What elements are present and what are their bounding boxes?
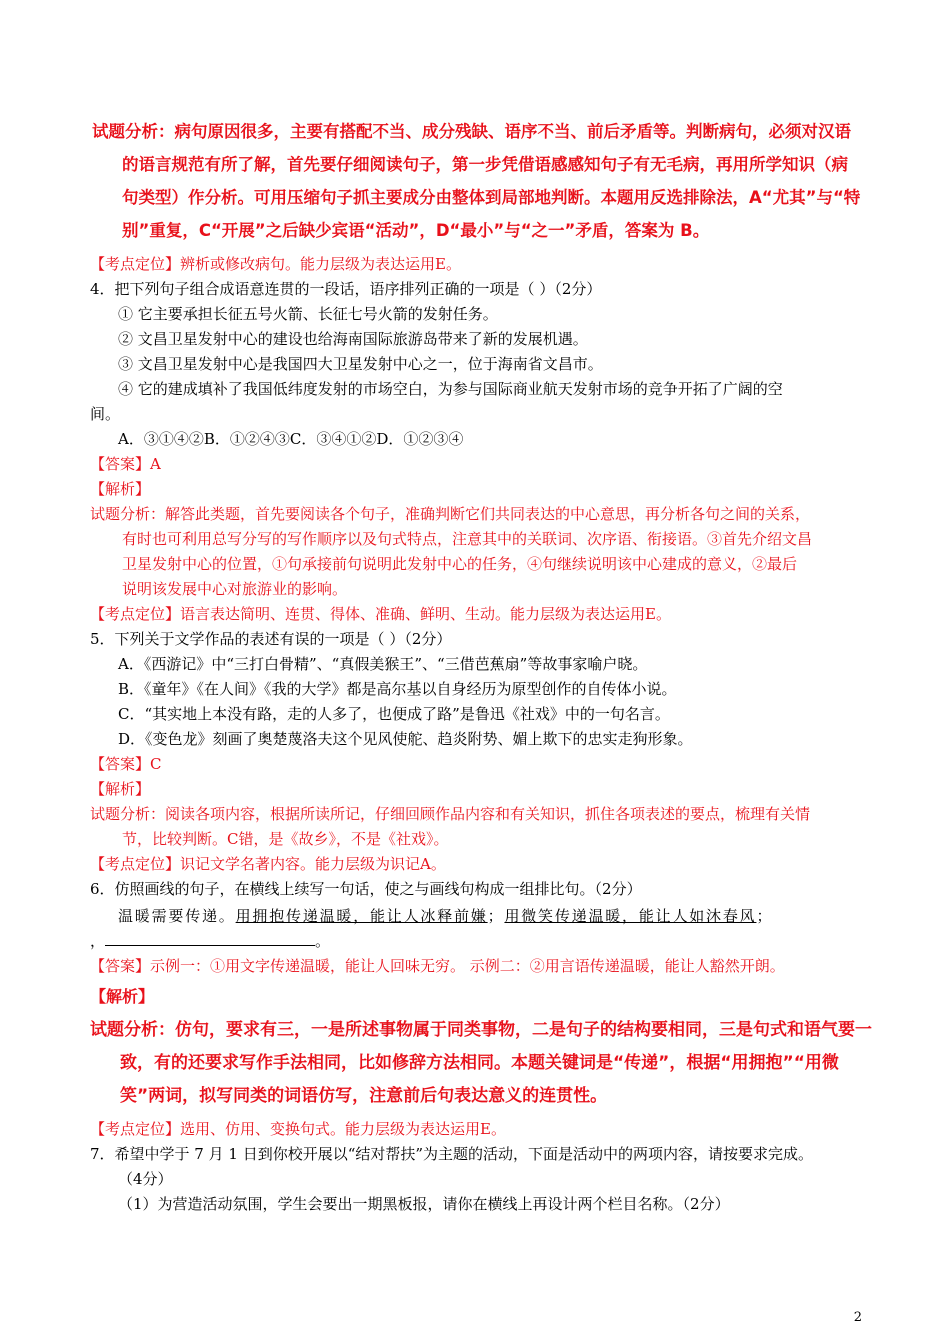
q3-kaodian: 【考点定位】辨析或修改病句。能力层级为表达运用E。 [90,255,461,273]
q6-blank-suffix: 。 [315,932,331,950]
q7-stem: 7．希望中学于 7 月 1 日到你校开展以“结对帮扶”为主题的活动，下面是活动中的两项内容，请按要求完成。 [90,1145,814,1163]
q6-fill-blank[interactable] [105,931,315,946]
q6-example-sentence [118,906,773,926]
q4-analysis-line4: 说明该发展中心对旅游业的影响。 [122,580,348,598]
q6-sentence-mid: ； [487,907,505,925]
q3-analysis-line1: 试题分析：病句原因很多，主要有搭配不当、成分残缺、语序不当、前后矛盾等。判断病句，必须对汉语 [92,122,851,141]
q6-analysis-line1: 试题分析：仿句，要求有三，一是所述事物属于同类事物，二是句子的结构要相同，三是句式和语气要一 [90,1020,872,1040]
q7-score: （4分） [118,1170,173,1188]
q6-sentence-end: ； [756,907,774,925]
q5-stem: 5．下列关于文学作品的表述有误的一项是（ ）（2分） [90,630,452,648]
q5-option-b: B．《童年》《在人间》《我的大学》都是高尔基以自身经历为原型创作的自传体小说。 [118,680,677,698]
q5-option-a: A．《西游记》中“三打白骨精”、“真假美猴王”、“三借芭蕉扇”等故事家喻户晓。 [118,655,648,673]
q4-sentence-1: ① 它主要承担长征五号火箭、长征七号火箭的发射任务。 [118,305,498,323]
q6-kaodian: 【考点定位】选用、仿用、变换句式。能力层级为表达运用E。 [90,1120,506,1138]
q6-answer: 【答案】示例一：①用文字传递温暖，能让人回味无穷。 示例二：②用言语传递温暖，能让人豁然开朗。 [90,957,785,975]
q4-sentence-3: ③ 文昌卫星发射中心是我国四大卫星发射中心之一，位于海南省文昌市。 [118,355,603,373]
q4-answer: 【答案】A [90,455,161,473]
q6-underlined-1: 用拥抱传递温暖，能让人冰释前嫌 [235,907,488,925]
q5-analysis-line2: 节，比较判断。C错，是《故乡》，不是《社戏》。 [122,830,449,848]
q6-jiexi: 【解析】 [90,987,155,1006]
q5-option-d: D．《变色龙》刻画了奥楚蔑洛夫这个见风使舵、趋炎附势、媚上欺下的忠实走狗形象。 [118,730,693,748]
q4-sentence-4: ④ 它的建成填补了我国低纬度发射的市场空白，为参与国际商业航天发射市场的竞争开拓了广阔的空 [118,380,783,398]
q5-option-c: C．“其实地上本没有路，走的人多了，也便成了路”是鲁迅《社戏》中的一句名言。 [118,705,670,723]
q5-kaodian: 【考点定位】识记文学名著内容。能力层级为识记A。 [90,855,446,873]
q7-sub1: （1）为营造活动氛围，学生会要出一期黑板报，请你在横线上再设计两个栏目名称。（2分） [118,1195,730,1213]
q4-stem: 4．把下列句子组合成语意连贯的一段话，语序排列正确的一项是（ ）（2分） [90,280,602,298]
q4-analysis-line2: 有时也可利用总写分写的写作顺序以及句式特点，注意其中的关联词、次序语、衔接语。③首先介绍文昌 [122,530,813,548]
q3-analysis-line4: 别”重复，C“开展”之后缺少宾语“活动”，D“最小”与“之一”矛盾，答案为 B。 [122,221,710,240]
q6-blank-line [90,931,330,951]
q4-kaodian: 【考点定位】语言表达简明、连贯、得体、准确、鲜明、生动。能力层级为表达运用E。 [90,605,671,623]
q6-sentence-prefix: 温暖需要传递。 [118,907,236,925]
q6-blank-prefix: ， [90,932,106,950]
q6-analysis-line3: 笑”两词，拟写同类的词语仿写，注意前后句表达意义的连贯性。 [120,1086,608,1106]
q4-sentence-2: ② 文昌卫星发射中心的建设也给海南国际旅游岛带来了新的发展机遇。 [118,330,588,348]
page-number: 2 [853,1310,862,1325]
q6-underlined-2: 用微笑传递温暖，能让人如沐春风 [504,907,757,925]
q4-sentence-4-cont: 间。 [90,405,121,423]
q5-answer: 【答案】C [90,755,162,773]
q4-options: A．③①④②B．①②④③C．③④①②D．①②③④ [118,430,464,448]
q5-analysis-line1: 试题分析：阅读各项内容，根据所读所记，仔细回顾作品内容和有关知识，抓住各项表述的要点，梳理有关情 [90,805,811,823]
q3-analysis-line2: 的语言规范有所了解，首先要仔细阅读句子，第一步凭借语感感知句子有无毛病，再用所学知识（病 [122,155,848,174]
q3-analysis-line3: 句类型）作分析。可用压缩句子抓主要成分由整体到局部地判断。本题用反选排除法，A“尤其”与“特 [122,188,861,207]
q4-jiexi: 【解析】 [90,480,151,498]
q4-analysis-line3: 卫星发射中心的位置，①句承接前句说明此发射中心的任务，④句继续说明该中心建成的意义，②最后 [122,555,798,573]
q6-analysis-line2: 致，有的还要求写作手法相同，比如修辞方法相同。本题关键词是“传递”，根据“用拥抱”“用微 [120,1053,839,1073]
q5-jiexi: 【解析】 [90,780,151,798]
q6-stem: 6．仿照画线的句子，在横线上续写一句话，使之与画线句构成一组排比句。（2分） [90,880,642,898]
q4-analysis-line1: 试题分析：解答此类题，首先要阅读各个句子，准确判断它们共同表达的中心意思，再分析各句之间的关系， [90,505,811,523]
